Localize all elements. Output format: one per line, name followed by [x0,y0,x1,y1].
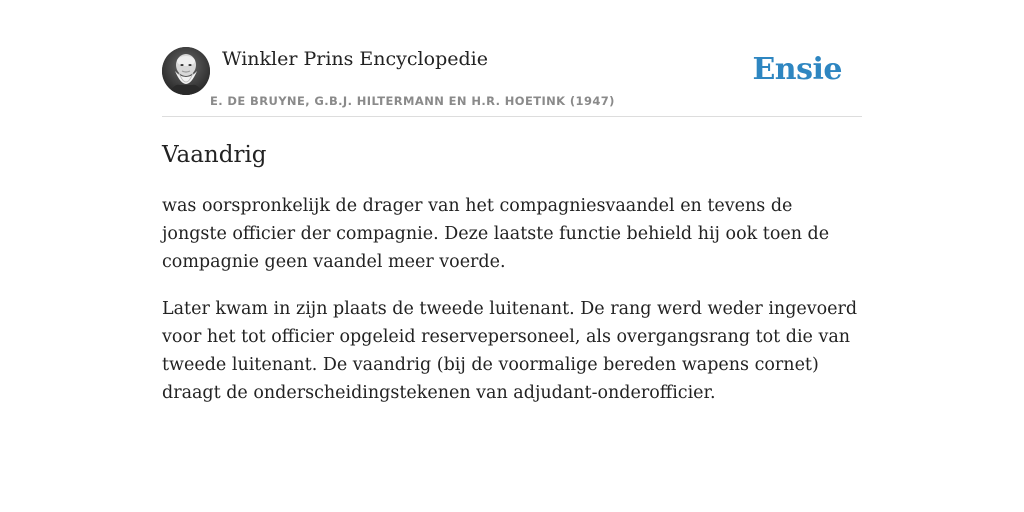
source-header [162,44,862,117]
bearded-man-portrait-icon [162,47,210,95]
entry-title: Vaandrig [162,142,267,168]
author-portrait-avatar[interactable] [162,47,210,95]
source-authors: E. DE BRUYNE, G.B.J. HILTERMANN EN H.R. HOETINK (1947) [210,94,615,108]
ensie-logo-link[interactable]: Ensie [752,52,842,87]
source-title[interactable]: Winkler Prins Encyclopedie [222,48,488,70]
entry-paragraph-1: was oorspronkelijk de drager van het compagniesvaandel en tevens de jongste officier der compagnie. Deze laatste functie behield hij ook toen de compagnie geen vaandel meer voerde. [162,196,830,272]
entry-paragraph-2: Later kwam in zijn plaats de tweede luitenant. De rang werd weder ingevoerd voor het tot officier opgeleid reservepersoneel, als overgangsrang tot die van tweede luitenant. De vaandrig (bij de voormalige bereden wapens cornet) draagt de onderscheidingstekenen van adjudant-onderofficier. [162,299,858,403]
